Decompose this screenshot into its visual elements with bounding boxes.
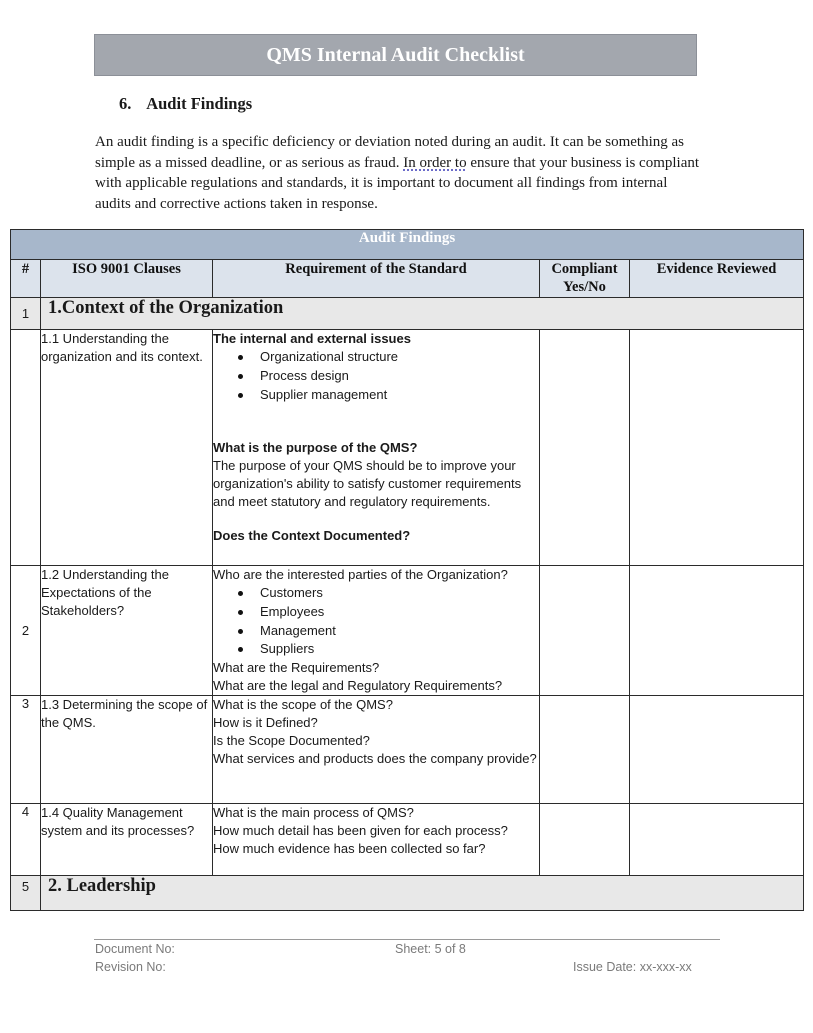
footer-revision-no: Revision No: (95, 960, 166, 974)
requirement-cell (213, 696, 540, 804)
clause-cell: 1.3 Determining the scope of the QMS. (41, 696, 213, 804)
section-heading (119, 94, 252, 114)
table-row (11, 566, 804, 696)
row-number-cell (11, 330, 41, 566)
header-number: # (11, 260, 41, 298)
section-cell (41, 876, 804, 911)
requirement-heading: The internal and external issues (213, 331, 411, 346)
table-row (11, 696, 804, 804)
intro-paragraph (95, 132, 700, 214)
list-item: Customers (260, 584, 539, 603)
evidence-cell[interactable] (630, 696, 804, 804)
clause-cell: 1.1 Understanding the organization and its context. (41, 330, 213, 566)
list-item: Management (260, 622, 539, 641)
requirement-line: What is the main process of QMS? (213, 805, 414, 821)
table-title: Audit Findings (11, 230, 804, 260)
requirement-line: What are the Requirements? (213, 660, 380, 676)
row-number: 2 (11, 566, 41, 696)
section-title-context: 1.Context of the Organization (48, 298, 284, 318)
audit-findings-table (10, 229, 804, 911)
table-row (11, 330, 804, 566)
evidence-cell[interactable] (630, 330, 804, 566)
requirement-cell (213, 330, 540, 566)
row-number: 4 (11, 804, 41, 876)
compliant-cell[interactable] (540, 330, 630, 566)
header-compliant (540, 260, 630, 298)
section-row-leadership (11, 876, 804, 911)
requirement-cell (213, 566, 540, 696)
compliant-cell[interactable] (540, 804, 630, 876)
list-item: Supplier management (260, 386, 539, 405)
requirement-line: Who are the interested parties of the Organization? (213, 567, 508, 582)
requirement-line: How much evidence has been collected so far? (213, 841, 486, 857)
list-item: Suppliers (260, 640, 539, 659)
section-number: 6. (119, 94, 132, 113)
section-title: Audit Findings (146, 94, 253, 113)
requirement-line: Is the Scope Documented? (213, 733, 370, 749)
table-title-row (11, 230, 804, 260)
document-title-banner (94, 34, 697, 76)
compliant-cell[interactable] (540, 696, 630, 804)
requirement-line: How much detail has been given for each process? (213, 823, 508, 839)
section-cell (41, 298, 804, 330)
header-compliant-line2: Yes/No (563, 279, 606, 295)
header-clauses: ISO 9001 Clauses (41, 260, 213, 298)
requirement-bullet-list (213, 584, 539, 659)
footer-sheet: Sheet: 5 of 8 (395, 942, 466, 956)
requirement-line: What services and products does the company provide? (213, 751, 537, 767)
footer-document-no: Document No: (95, 942, 175, 956)
header-requirement: Requirement of the Standard (213, 260, 540, 298)
intro-text-start: An audit finding is a specific deficiency or deviation noted during an audit. It can be something as simple as a missed deadline, or as serious as fraud. (95, 134, 684, 171)
intro-text-end: ensure that your business is compliant with applicable regulations and standards, it is important to document all findings from internal audits and corrective actions taken in response. (95, 154, 700, 212)
requirement-heading: What is the purpose of the QMS? (213, 440, 418, 456)
list-item: Process design (260, 367, 539, 386)
table-header-row (11, 260, 804, 298)
requirement-paragraph: The purpose of your QMS should be to improve your organization's ability to satisfy customer requirements and meet statutory and regulatory requirements. (213, 458, 522, 510)
compliant-cell[interactable] (540, 566, 630, 696)
list-item: Organizational structure (260, 348, 539, 367)
requirement-cell (213, 804, 540, 876)
clause-cell: 1.4 Quality Management system and its processes? (41, 804, 213, 876)
header-evidence: Evidence Reviewed (630, 260, 804, 298)
requirement-bullet-list (213, 348, 539, 404)
footer-issue-date: Issue Date: xx-xxx-xx (573, 960, 692, 974)
requirement-heading: Does the Context Documented? (213, 528, 411, 544)
row-number: 5 (11, 876, 41, 911)
evidence-cell[interactable] (630, 804, 804, 876)
footer-divider (94, 939, 720, 940)
list-item: Employees (260, 603, 539, 622)
requirement-line: What are the legal and Regulatory Requirements? (213, 678, 503, 694)
clause-cell: 1.2 Understanding the Expectations of the Stakeholders? (41, 566, 213, 696)
row-number: 3 (11, 696, 41, 804)
section-title-leadership: 2. Leadership (48, 876, 156, 897)
intro-flagged-phrase: In order to (403, 154, 467, 171)
section-row-context (11, 298, 804, 330)
requirement-line: What is the scope of the QMS? (213, 697, 393, 713)
header-compliant-line1: Compliant (551, 261, 618, 277)
requirement-line: How is it Defined? (213, 715, 318, 731)
evidence-cell[interactable] (630, 566, 804, 696)
document-title: QMS Internal Audit Checklist (266, 43, 525, 66)
row-number: 1 (11, 298, 41, 330)
table-row (11, 804, 804, 876)
